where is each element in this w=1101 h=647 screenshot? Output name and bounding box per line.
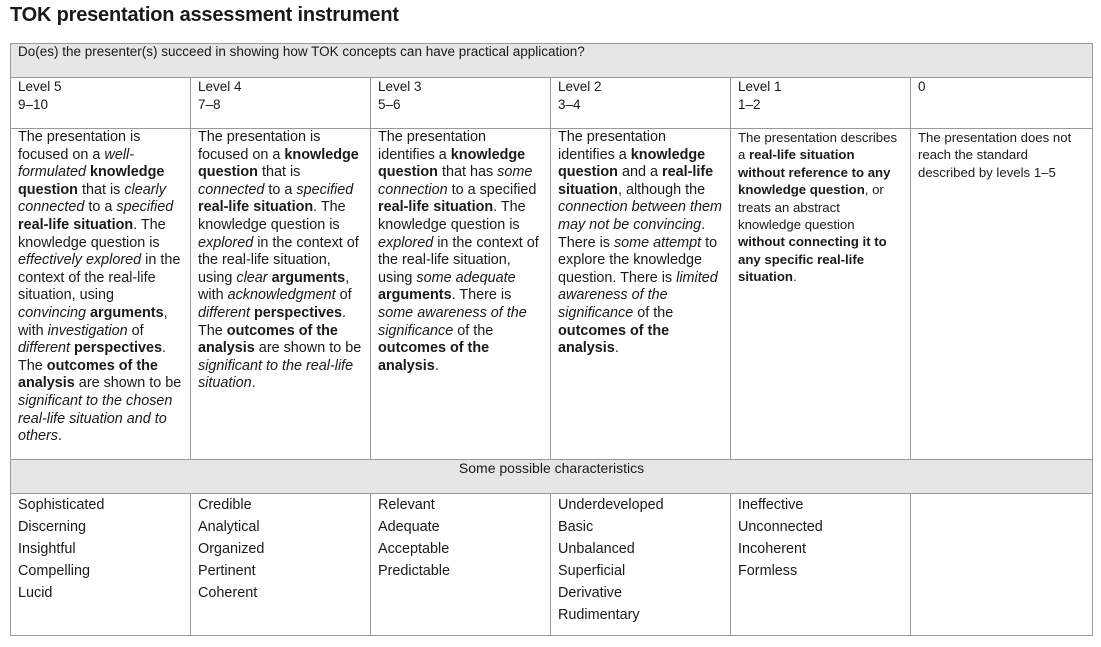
descriptor-text: real-life situation [18,216,134,233]
descriptor-text: explored [378,234,434,251]
characteristic-word: Compelling [18,563,90,579]
descriptor-text: The presentation describes a [738,130,898,163]
characteristics-heading-row [11,460,1093,494]
level-name: Level 5 [18,79,62,94]
descriptor-text: The presentation identifies a [378,129,487,163]
level-0-descriptor [911,129,1093,460]
descriptor-text: connection between them may not be convincing [558,199,723,233]
descriptor-text: significant to the chosen real-life situation and to others [18,392,173,445]
level-4-characteristics [191,494,371,636]
descriptor-text: to a [84,199,117,216]
descriptor-text: The presentation is focused on a [198,129,321,163]
characteristics-heading: Some possible characteristics [11,460,1093,494]
descriptor-text: to a specified [447,181,537,198]
descriptor-text: The presentation does not reach the standard described by levels 1–5 [918,130,1072,180]
descriptor-text: knowledge question [558,146,706,181]
characteristic-word: Relevant [378,497,435,513]
descriptor-text: . The knowledge question is [378,199,526,233]
descriptor-text: perspectives [74,340,162,357]
descriptor-text: . The knowledge question is [18,216,166,251]
descriptor-text: in the context of the real-life situation, using [18,252,181,304]
level-5-characteristics [11,494,191,636]
descriptor-text: some awareness of the significance [378,304,527,339]
descriptor-text: significant to the real-life situation [198,357,354,392]
level-3-characteristics [371,494,551,636]
level-5-header [11,78,191,129]
descriptor-text: are shown to be [74,375,182,392]
descriptor-text: different [18,340,70,357]
characteristics-row [11,494,1093,636]
descriptor-text: . There is [558,216,706,251]
descriptor-text: . [792,269,797,285]
characteristic-word: Unbalanced [558,541,635,557]
characteristic-word: Organized [198,541,265,557]
level-3-descriptor [371,129,551,460]
descriptor-text: knowledge question [378,146,526,181]
descriptor-row [11,129,1093,460]
descriptor-text: outcomes of the analysis [198,322,338,357]
characteristic-word: Unconnected [738,519,823,535]
level-2-descriptor [551,129,731,460]
descriptor-text: of the [453,322,494,339]
descriptor-text: outcomes of the analysis [18,357,158,392]
descriptor-text: explored [198,234,254,251]
level-1-characteristics [731,494,911,636]
assessment-table [10,43,1093,636]
descriptor-text: real-life situation [558,164,714,198]
descriptor-text: . The [18,340,166,374]
characteristic-word: Underdeveloped [558,497,664,513]
descriptor-text: . [58,428,62,445]
level-0-header [911,78,1093,129]
characteristic-word: Lucid [18,585,53,601]
characteristic-word: Insightful [18,541,76,557]
descriptor-text: The presentation is focused on a [18,129,141,163]
characteristic-word: Incoherent [738,541,807,557]
descriptor-text: real-life situation [198,199,314,216]
characteristic-word: Credible [198,497,252,513]
level-score: 3–4 [558,96,581,112]
descriptor-text: investigation [47,322,128,339]
descriptor-text: outcomes of the analysis [558,322,670,357]
characteristic-word: Superficial [558,563,626,579]
characteristic-word: Sophisticated [18,497,105,513]
descriptor-text: of [335,287,352,304]
descriptor-text: knowledge question [198,146,359,181]
assessment-question: Do(es) the presenter(s) succeed in showing how TOK concepts can have practical application? [11,44,1093,78]
descriptor-text: specified [296,181,354,198]
descriptor-text: some adequate [416,269,516,286]
descriptor-text: some attempt [613,234,702,251]
characteristic-word: Rudimentary [558,607,640,623]
descriptor-text: to explore the knowledge question. There is [558,234,718,286]
descriptor-text: . [434,357,439,374]
level-1-descriptor [731,129,911,460]
descriptor-text: , with [198,269,350,304]
descriptor-text: specified [116,199,174,216]
level-4-header [191,78,371,129]
descriptor-text: that has [437,164,498,181]
descriptor-text: acknowledgment [227,287,336,304]
level-header-row [11,78,1093,129]
descriptor-text: and a [617,164,662,181]
characteristic-word: Ineffective [738,497,804,513]
characteristic-word: Basic [558,519,594,535]
descriptor-text: different [198,304,250,321]
descriptor-text: real-life situation [378,199,494,216]
descriptor-text: convincing [18,304,86,321]
descriptor-text: perspectives [254,304,342,321]
characteristic-word: Analytical [198,519,260,535]
characteristic-word: Formless [738,563,798,579]
level-name: Level 2 [558,79,602,94]
descriptor-text: arguments [90,304,164,321]
descriptor-text: without connecting it to any specific real-life situation [738,234,887,285]
level-name: Level 1 [738,79,782,94]
level-2-characteristics [551,494,731,636]
descriptor-text: limited awareness of the significance [558,269,718,321]
descriptor-text: some connection [378,164,533,198]
descriptor-text: , with [18,304,168,339]
descriptor-text: in the context of the real-life situation, using [198,234,359,286]
descriptor-text: well-formulated [18,146,135,181]
page-title: TOK presentation assessment instrument [10,4,399,26]
level-3-header [371,78,551,129]
descriptor-text: arguments [378,287,452,304]
descriptor-text: of the [633,304,674,321]
descriptor-text: without reference to any knowledge question [738,164,891,198]
characteristic-word: Adequate [378,519,440,535]
characteristic-word: Predictable [378,563,450,579]
level-score: 7–8 [198,96,221,112]
descriptor-text: are shown to be [254,340,362,357]
descriptor-text: . The knowledge question is [198,199,346,233]
characteristic-word: Pertinent [198,563,256,579]
descriptor-text: connected [198,181,265,198]
level-name: Level 3 [378,79,422,94]
characteristic-word: Acceptable [378,541,450,557]
level-score: 1–2 [738,96,761,112]
descriptor-text: The presentation identifies a [558,129,667,163]
characteristic-word: Derivative [558,585,622,601]
descriptor-text: in the context of the real-life situation, using [378,234,539,286]
descriptor-text: of [127,322,144,339]
descriptor-text: real-life situation [749,147,855,163]
level-name: Level 4 [198,79,242,94]
descriptor-text: that is [257,164,301,181]
level-4-descriptor [191,129,371,460]
level-5-descriptor [11,129,191,460]
descriptor-text: effectively explored [18,252,142,269]
level-2-header [551,78,731,129]
level-1-header [731,78,911,129]
descriptor-text: clear [236,269,268,286]
descriptor-text: clearly connected [18,181,166,216]
descriptor-text: outcomes of the analysis [378,340,490,374]
question-row [11,44,1093,78]
level-score: 5–6 [378,96,401,112]
descriptor-text: , or treats an abstract knowledge question [738,182,884,233]
descriptor-text: knowledge question [18,164,165,198]
descriptor-text: that is [77,181,125,198]
characteristic-word: Discerning [18,519,86,535]
level-score: 9–10 [18,96,49,112]
descriptor-text: . [251,375,256,392]
descriptor-text: to a [264,181,297,198]
descriptor-text: . There is [451,287,512,304]
level-score: 0 [918,79,926,94]
descriptor-text: , although the [617,181,706,198]
descriptor-text: . [614,340,619,357]
descriptor-text: arguments [271,269,346,286]
level-0-characteristics [911,494,1093,636]
descriptor-text: . The [198,304,346,339]
characteristic-word: Coherent [198,585,258,601]
